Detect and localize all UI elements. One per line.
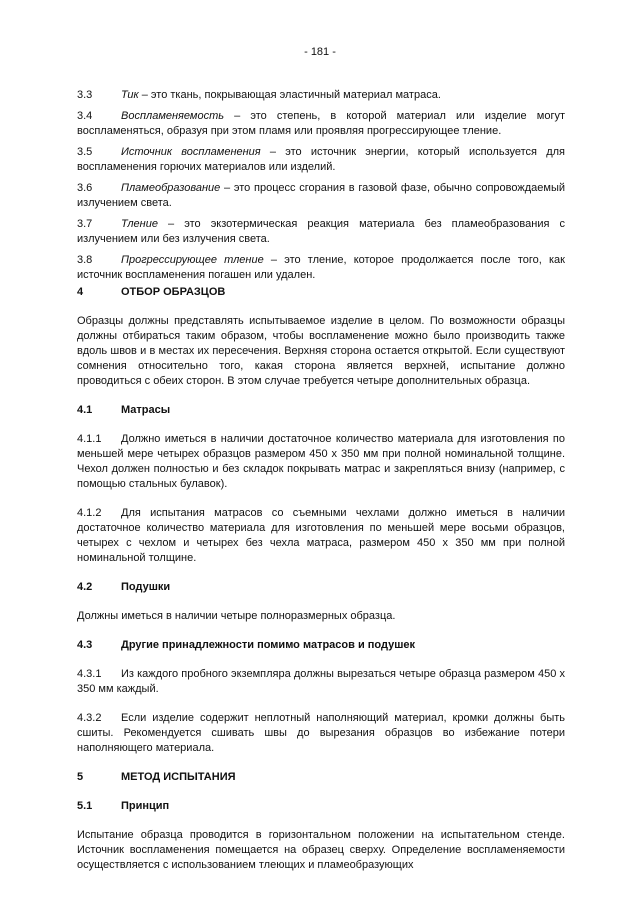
section-4-2-paragraph: Должны иметься в наличии четыре полноразмерных образца. (77, 610, 396, 622)
section-heading-4 (77, 285, 565, 300)
definition-term: Прогрессирующее тление (121, 254, 264, 266)
definition-3-5 (77, 145, 565, 175)
section-4-paragraph: Образцы должны представлять испытываемое изделие в целом. По возможности образцы должны отбираться таким образом, чтобы воспламенение можно было производить также вдоль швов и в местах их пересечения. Верхняя сторона остается открытой. Если существуют сомнения относительно того, какая сторона является верхней, испытание должно проводиться с обеих сторон. В этом случае требуется четыре дополнительных образца. (77, 315, 565, 387)
clause-4-3-2 (77, 711, 565, 756)
definition-number: 3.4 (77, 110, 93, 122)
page-content (77, 88, 565, 887)
definition-term: Тление (121, 218, 158, 230)
section-number: 5 (77, 771, 84, 783)
section-heading-4-3 (77, 638, 565, 653)
definition-text: – это ткань, покрывающая эластичный материал матраса. (138, 89, 441, 101)
section-heading-4-1 (77, 403, 565, 418)
section-number: 4.3 (77, 639, 93, 651)
definition-3-4 (77, 109, 565, 139)
definition-term: Воспламеняемость (121, 110, 225, 122)
section-title: ОТБОР ОБРАЗЦОВ (121, 286, 226, 298)
section-5-1-paragraph: Испытание образца проводится в горизонтальном положении на испытательном стенде. Источник воспламенения помещается на образец сверху. Определение воспламеняемости осуществляется с использованием тлеющих и пламеобразующих (77, 829, 565, 871)
definition-3-7 (77, 217, 565, 247)
definition-3-6 (77, 181, 565, 211)
section-number: 4.2 (77, 581, 93, 593)
section-heading-4-2 (77, 580, 565, 595)
clause-text: Если изделие содержит неплотный наполняющий материал, кромки должны быть сшиты. Рекомендуется сшивать швы до вырезания образцов во избежание потери наполняющего материала. (77, 712, 565, 754)
clause-number: 4.3.2 (77, 712, 102, 724)
section-title: Другие принадлежности помимо матрасов и подушек (121, 639, 416, 651)
definition-number: 3.5 (77, 146, 93, 158)
page-number: - 181 - (304, 46, 336, 58)
section-title: Принцип (121, 800, 170, 812)
definition-text: – это процесс сгорания в газовой фазе, обычно сопровождаемый излучением света. (77, 182, 565, 209)
definition-3-3 (77, 88, 565, 103)
definition-number: 3.3 (77, 89, 93, 101)
clause-number: 4.1.2 (77, 507, 102, 519)
section-title: Матрасы (121, 404, 171, 416)
definition-text: – это источник энергии, который используется для воспламенения горючих материалов или изделий. (77, 146, 565, 173)
section-title: Подушки (121, 581, 171, 593)
clause-4-1-1 (77, 432, 565, 492)
definition-number: 3.7 (77, 218, 93, 230)
section-number: 5.1 (77, 800, 93, 812)
clause-4-3-1 (77, 667, 565, 697)
section-number: 4.1 (77, 404, 93, 416)
section-number: 4 (77, 286, 84, 298)
clause-4-1-2 (77, 506, 565, 566)
clause-number: 4.1.1 (77, 433, 102, 445)
section-title: МЕТОД ИСПЫТАНИЯ (121, 771, 236, 783)
section-heading-5-1 (77, 799, 565, 814)
clause-number: 4.3.1 (77, 668, 102, 680)
clause-text: Должно иметься в наличии достаточное количество материала для изготовления по меньшей мере четырех образцов размером 450 х 350 мм при полной номинальной толщине. Чехол должен полностью и без складок покрывать матрас и закрепляться внизу (например, с помощью стальных булавок). (77, 433, 565, 490)
definition-3-8 (77, 253, 565, 283)
definition-text: – это экзотермическая реакция материала без пламеобразования с излучением или без излучения света. (77, 218, 565, 245)
definition-number: 3.6 (77, 182, 93, 194)
definition-text: – это степень, в которой материал или изделие могут воспламеняться, образуя при этом пламя или проявляя прогрессирующее тление. (77, 110, 565, 137)
clause-text: Из каждого пробного экземпляра должны вырезаться четыре образца размером 450 х 350 мм каждый. (77, 668, 565, 695)
definition-term: Источник воспламенения (121, 146, 261, 158)
definition-term: Тик (121, 89, 139, 101)
definition-term: Пламеобразование (121, 182, 221, 194)
clause-text: Для испытания матрасов со съемными чехлами должно иметься в наличии достаточное количество материала для изготовления по меньшей мере восьми образцов, четырех с чехлом и четырех без чехла матраса, размером 450 х 350 мм при полной номинальной толщине. (77, 507, 565, 564)
section-heading-5 (77, 770, 565, 785)
definition-text: – это тление, которое продолжается после того, как источник воспламенения погашен или удален. (77, 254, 565, 281)
definition-number: 3.8 (77, 254, 93, 266)
